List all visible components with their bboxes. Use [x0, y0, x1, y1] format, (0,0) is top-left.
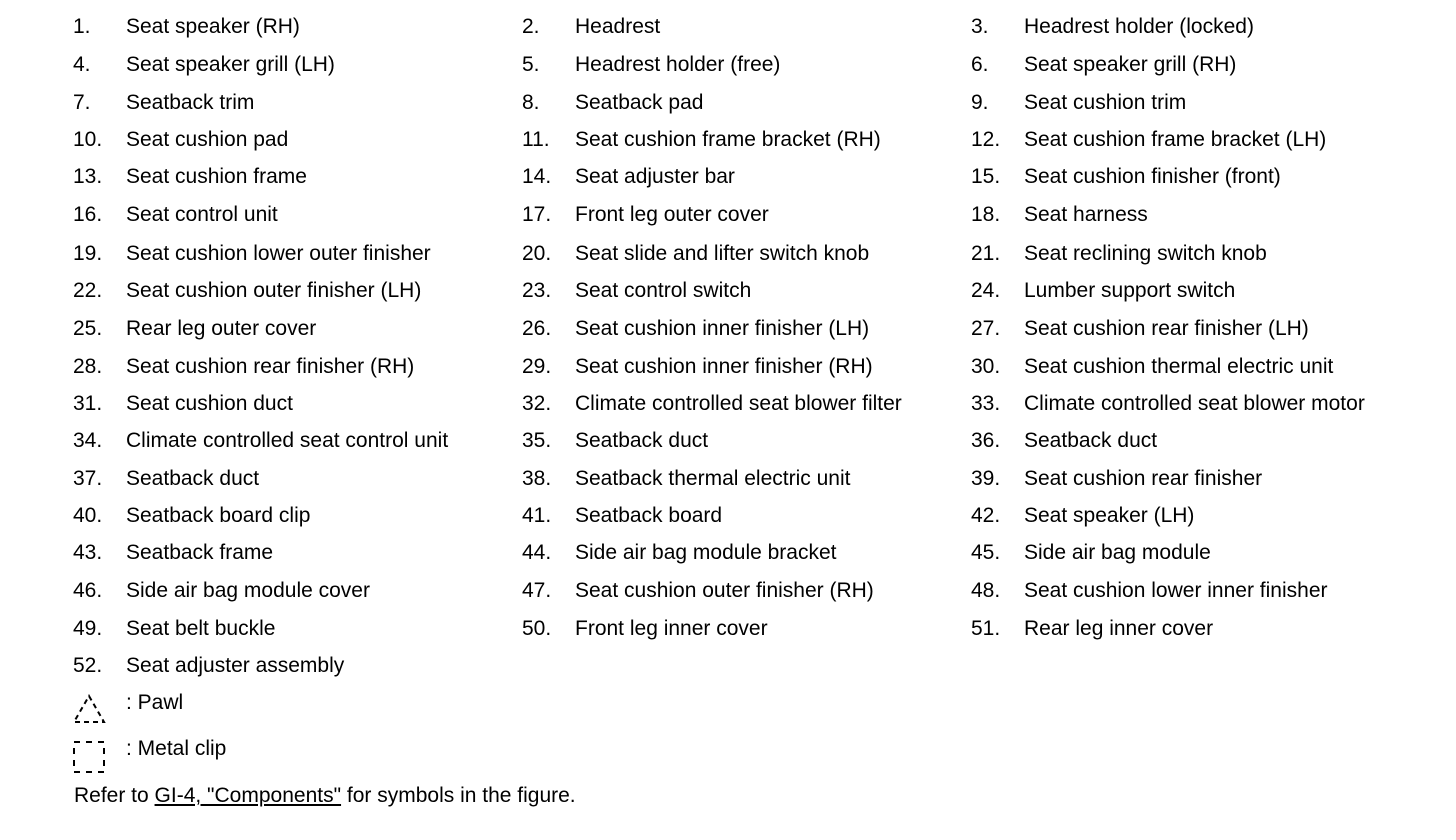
symbol-metal-clip-label: : Metal clip	[126, 737, 227, 760]
legend-item-label: Seatback duct	[575, 429, 709, 452]
legend-item-label: Seat cushion thermal electric unit	[1024, 355, 1334, 378]
legend-item-number: 34.	[73, 429, 103, 452]
legend-item-label: Seat cushion trim	[1024, 91, 1187, 114]
legend-item-label: Front leg outer cover	[575, 203, 769, 226]
legend-item-number: 8.	[522, 91, 540, 114]
legend-item-number: 45.	[971, 541, 1001, 564]
legend-item-number: 10.	[73, 128, 103, 151]
legend-item-label: Rear leg inner cover	[1024, 617, 1214, 640]
legend-item-number: 28.	[73, 355, 103, 378]
legend-item-label: Rear leg outer cover	[126, 317, 317, 340]
legend-item-label: Seatback board	[575, 504, 723, 527]
legend-item-number: 25.	[73, 317, 103, 340]
legend-item-number: 15.	[971, 165, 1001, 188]
legend-item-number: 19.	[73, 242, 103, 265]
legend-item-label: Seat harness	[1024, 203, 1148, 226]
legend-item-label: Side air bag module bracket	[575, 541, 837, 564]
legend-item-label: Seat speaker (LH)	[1024, 504, 1195, 527]
legend-item-label: Seat slide and lifter switch knob	[575, 242, 870, 265]
components-link[interactable]: GI-4, "Components"	[154, 784, 342, 807]
legend-item-label: Seat cushion inner finisher (RH)	[575, 355, 873, 378]
legend-item-number: 21.	[971, 242, 1001, 265]
legend-item-label: Seat control unit	[126, 203, 278, 226]
legend-item-label: Seatback duct	[126, 467, 260, 490]
legend-item-label: Seatback pad	[575, 91, 704, 114]
legend-item-label: Side air bag module cover	[126, 579, 370, 602]
legend-item-number: 30.	[971, 355, 1001, 378]
legend-item-number: 2.	[522, 15, 540, 38]
legend-item-label: Climate controlled seat blower filter	[575, 392, 902, 415]
legend-item-number: 39.	[971, 467, 1001, 490]
legend-item-label: Seatback thermal electric unit	[575, 467, 851, 490]
legend-item-number: 29.	[522, 355, 552, 378]
legend-item-number: 52.	[73, 654, 103, 677]
legend-item-number: 24.	[971, 279, 1001, 302]
legend-item-number: 16.	[73, 203, 103, 226]
legend-item-number: 1.	[73, 15, 91, 38]
legend-item-number: 44.	[522, 541, 552, 564]
pawl-triangle-icon	[72, 694, 106, 731]
legend-item-number: 36.	[971, 429, 1001, 452]
legend-item-label: Climate controlled seat control unit	[126, 429, 449, 452]
legend-item-label: Seat cushion inner finisher (LH)	[575, 317, 870, 340]
legend-item-number: 35.	[522, 429, 552, 452]
legend-item-number: 47.	[522, 579, 552, 602]
legend-item-label: Seat cushion rear finisher (LH)	[1024, 317, 1309, 340]
legend-item-label: Seat cushion finisher (front)	[1024, 165, 1281, 188]
legend-item-label: Side air bag module	[1024, 541, 1211, 564]
legend-item-number: 32.	[522, 392, 552, 415]
symbol-pawl-label: : Pawl	[126, 691, 184, 714]
legend-item-number: 50.	[522, 617, 552, 640]
legend-item-label: Seat speaker grill (LH)	[126, 53, 335, 76]
legend-item-number: 22.	[73, 279, 103, 302]
legend-item-label: Seat cushion outer finisher (LH)	[126, 279, 422, 302]
legend-item-number: 26.	[522, 317, 552, 340]
legend-item-label: Seat belt buckle	[126, 617, 276, 640]
legend-item-label: Seat cushion rear finisher	[1024, 467, 1263, 490]
legend-item-number: 11.	[522, 128, 550, 151]
legend-item-number: 14.	[522, 165, 552, 188]
legend-item-label: Seatback trim	[126, 91, 255, 114]
legend-item-number: 27.	[971, 317, 1001, 340]
legend-item-label: Climate controlled seat blower motor	[1024, 392, 1365, 415]
legend-item-number: 38.	[522, 467, 552, 490]
legend-item-label: Front leg inner cover	[575, 617, 768, 640]
legend-item-number: 41.	[522, 504, 552, 527]
legend-item-number: 7.	[73, 91, 91, 114]
legend-item-label: Seatback duct	[1024, 429, 1158, 452]
legend-item-number: 17.	[522, 203, 552, 226]
legend-item-label: Seat speaker (RH)	[126, 15, 300, 38]
legend-item-label: Seat cushion rear finisher (RH)	[126, 355, 415, 378]
legend-item-number: 48.	[971, 579, 1001, 602]
legend-item-label: Seat adjuster bar	[575, 165, 735, 188]
legend-item-label: Seat cushion lower outer finisher	[126, 242, 431, 265]
legend-item-label: Seat reclining switch knob	[1024, 242, 1267, 265]
legend-item-number: 37.	[73, 467, 103, 490]
note-suffix: for symbols in the figure.	[341, 784, 576, 807]
reference-note	[74, 783, 576, 809]
legend-item-number: 12.	[971, 128, 1001, 151]
legend-item-number: 9.	[971, 91, 989, 114]
legend-item-number: 33.	[971, 392, 1001, 415]
legend-item-number: 23.	[522, 279, 552, 302]
legend-item-label: Headrest	[575, 15, 661, 38]
legend-item-label: Seatback frame	[126, 541, 274, 564]
legend-item-label: Headrest holder (locked)	[1024, 15, 1254, 38]
legend-item-label: Seatback board clip	[126, 504, 311, 527]
note-prefix: Refer to	[74, 784, 155, 807]
legend-item-number: 6.	[971, 53, 989, 76]
legend-item-label: Seat cushion outer finisher (RH)	[575, 579, 874, 602]
legend-item-number: 3.	[971, 15, 989, 38]
legend-item-label: Seat cushion pad	[126, 128, 289, 151]
legend-item-label: Seat cushion frame	[126, 165, 307, 188]
legend-item-label: Headrest holder (free)	[575, 53, 781, 76]
legend-item-number: 43.	[73, 541, 103, 564]
legend-item-number: 4.	[73, 53, 91, 76]
legend-item-label: Lumber support switch	[1024, 279, 1236, 302]
metal-clip-square-icon	[72, 740, 106, 781]
legend-item-label: Seat control switch	[575, 279, 752, 302]
legend-item-number: 13.	[73, 165, 103, 188]
legend-item-label: Seat cushion frame bracket (RH)	[575, 128, 881, 151]
legend-item-number: 49.	[73, 617, 103, 640]
legend-item-label: Seat cushion frame bracket (LH)	[1024, 128, 1327, 151]
legend-item-number: 42.	[971, 504, 1001, 527]
legend-item-number: 31.	[73, 392, 103, 415]
legend-item-number: 20.	[522, 242, 552, 265]
legend-item-number: 18.	[971, 203, 1001, 226]
legend-item-number: 51.	[971, 617, 1001, 640]
legend-item-label: Seat adjuster assembly	[126, 654, 345, 677]
legend-item-label: Seat cushion duct	[126, 392, 293, 415]
legend-item-number: 5.	[522, 53, 540, 76]
legend-item-number: 46.	[73, 579, 103, 602]
legend-item-label: Seat speaker grill (RH)	[1024, 53, 1237, 76]
legend-item-number: 40.	[73, 504, 103, 527]
legend-item-label: Seat cushion lower inner finisher	[1024, 579, 1328, 602]
